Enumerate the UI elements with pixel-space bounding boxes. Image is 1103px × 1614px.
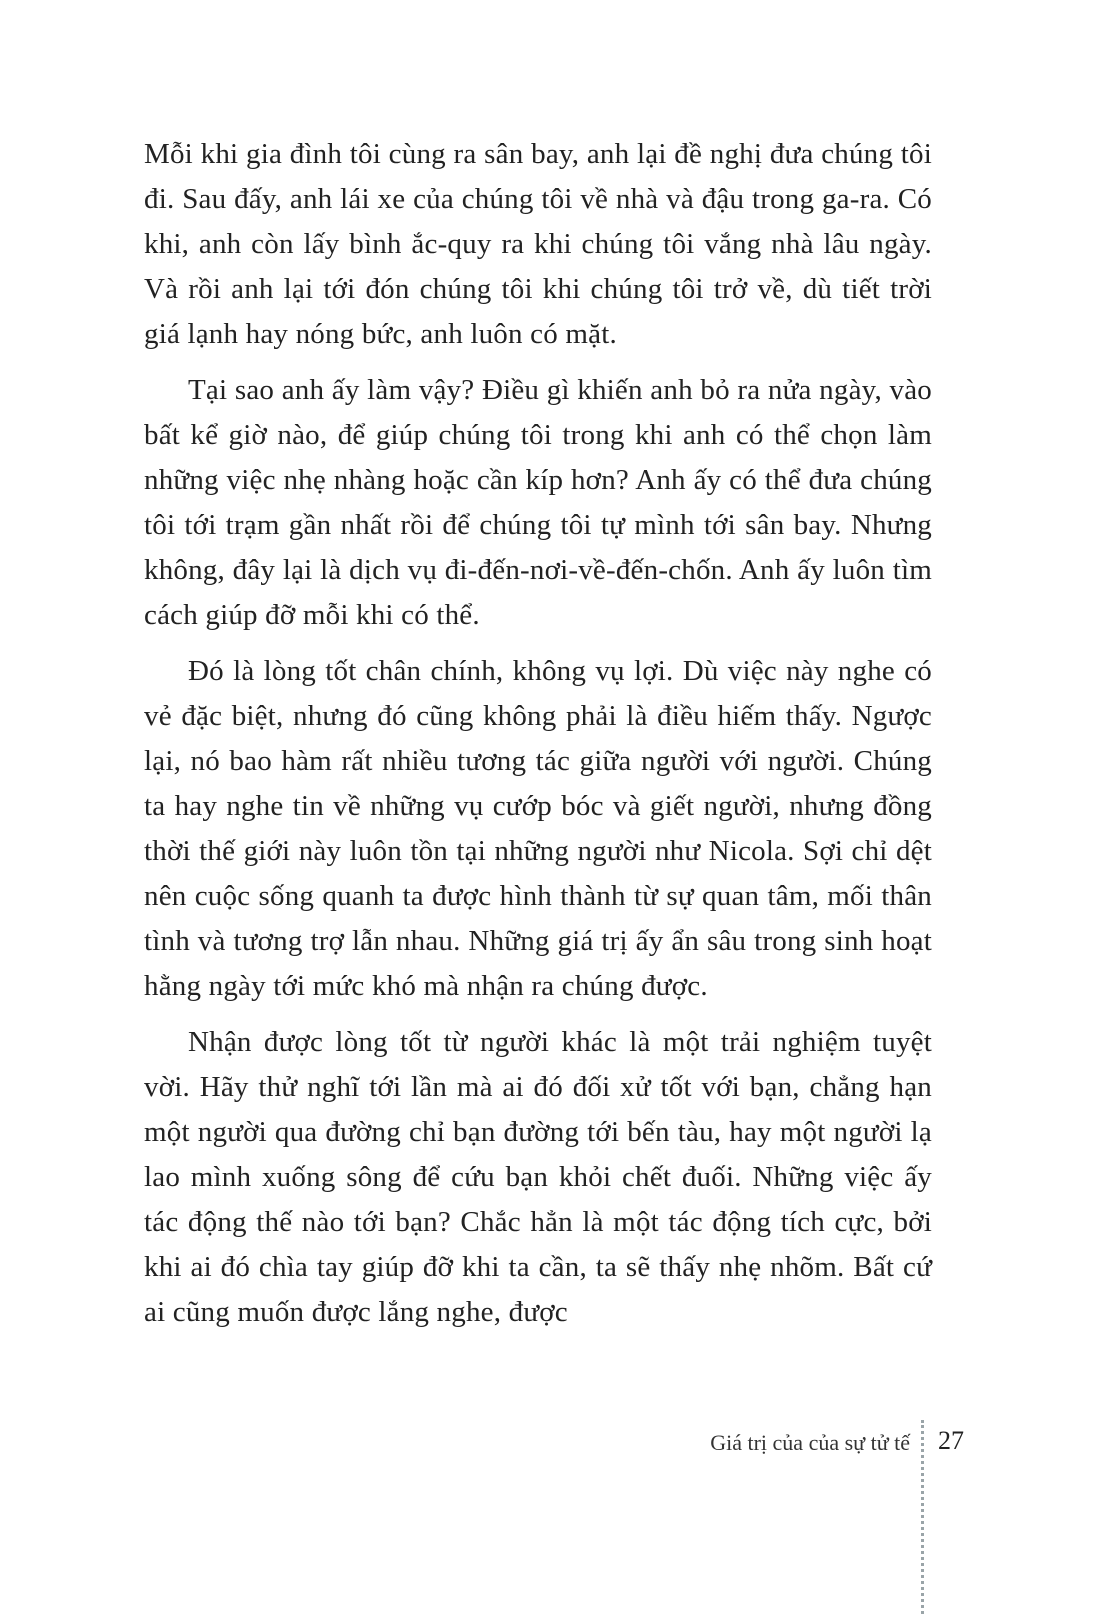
paragraph-1: Mỗi khi gia đình tôi cùng ra sân bay, anh lại đề nghị đưa chúng tôi đi. Sau đấy, anh lái xe của chúng tôi về nhà và đậu trong ga-ra. Có khi, anh còn lấy bình ắc-quy ra khi chúng tôi vắng nhà lâu ngày. Và rồi anh lại tới đón chúng tôi khi chúng tôi trở về, dù tiết trời giá lạnh hay nóng bức, anh luôn có mặt. [144, 138, 932, 350]
page-footer [0, 1420, 1103, 1614]
page-content [144, 132, 932, 1335]
paragraph-4: Nhận được lòng tốt từ người khác là một trải nghiệm tuyệt vời. Hãy thử nghĩ tới lần mà ai đó đối xử tốt với bạn, chẳng hạn một người qua đường chỉ bạn đường tới bến tàu, hay một người lạ lao mình xuống sông để cứu bạn khỏi chết đuối. Những việc ấy tác động thế nào tới bạn? Chắc hẳn là một tác động tích cực, bởi khi ai đó chìa tay giúp đỡ khi ta cần, ta sẽ thấy nhẹ nhõm. Bất cứ ai cũng muốn được lắng nghe, được [144, 1026, 932, 1328]
running-title: Giá trị của của sự tử tế [710, 1430, 910, 1455]
page-number: 27 [938, 1426, 964, 1455]
footer-dotted-divider [921, 1420, 924, 1614]
paragraph-3: Đó là lòng tốt chân chính, không vụ lợi. Dù việc này nghe có vẻ đặc biệt, nhưng đó cũng không phải là điều hiếm thấy. Ngược lại, nó bao hàm rất nhiều tương tác giữa người với người. Chúng ta hay nghe tin về những vụ cướp bóc và giết người, nhưng đồng thời thế giới này luôn tồn tại những người như Nicola. Sợi chỉ dệt nên cuộc sống quanh ta được hình thành từ sự quan tâm, mối thân tình và tương trợ lẫn nhau. Những giá trị ấy ẩn sâu trong sinh hoạt hằng ngày tới mức khó mà nhận ra chúng được. [144, 655, 932, 1002]
paragraph-2: Tại sao anh ấy làm vậy? Điều gì khiến anh bỏ ra nửa ngày, vào bất kể giờ nào, để giúp chúng tôi trong khi anh có thể chọn làm những việc nhẹ nhàng hoặc cần kíp hơn? Anh ấy có thể đưa chúng tôi tới trạm gần nhất rồi để chúng tôi tự mình tới sân bay. Nhưng không, đây lại là dịch vụ đi-đến-nơi-về-đến-chốn. Anh ấy luôn tìm cách giúp đỡ mỗi khi có thể. [144, 374, 932, 631]
